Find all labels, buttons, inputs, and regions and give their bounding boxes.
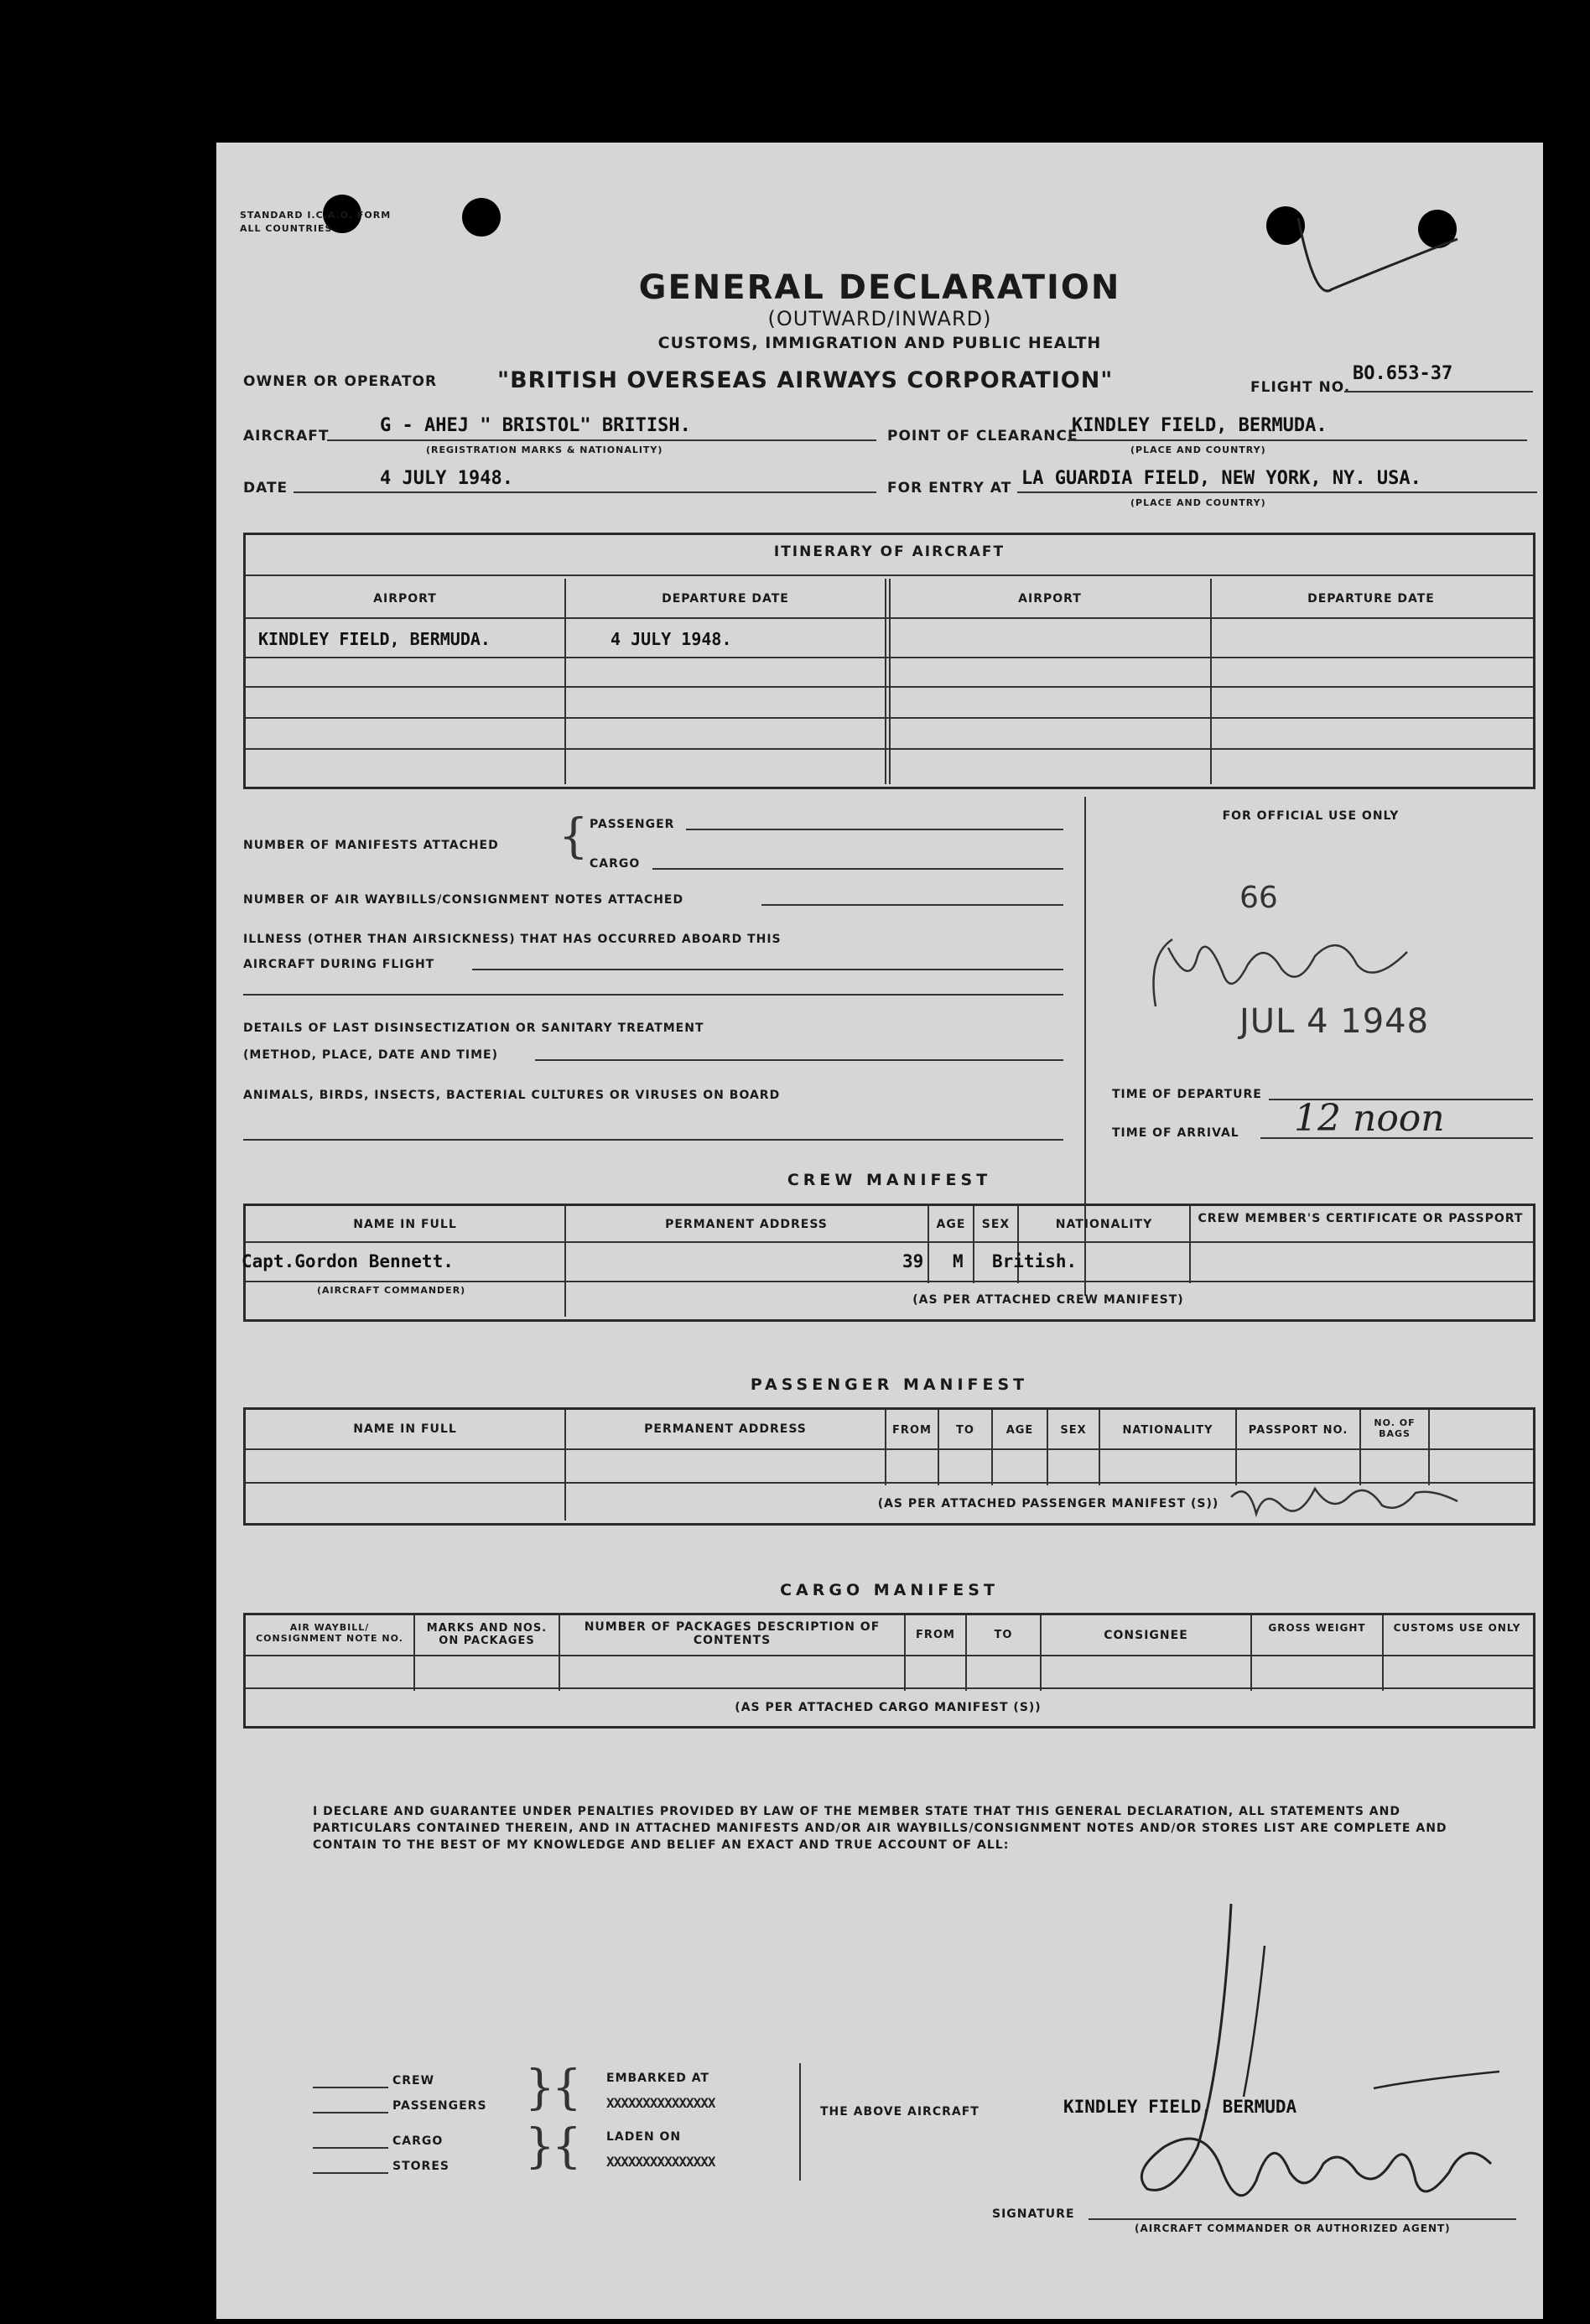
declaration-cargo-label: CARGO	[392, 2134, 444, 2148]
aircraft-caption: (REGISTRATION MARKS & NATIONALITY)	[426, 445, 663, 455]
passenger-header-nationality: NATIONALITY	[1122, 1424, 1213, 1437]
declaration-passengers-label: PASSENGERS	[392, 2099, 487, 2113]
itinerary-header-airport-2: AIRPORT	[1018, 592, 1082, 606]
cargo-header-consignee: CONSIGNEE	[1104, 1629, 1188, 1642]
crew-header-age: AGE	[936, 1218, 966, 1231]
brace-icon: }	[525, 2061, 555, 2115]
official-stamp-date: JUL 4 1948	[1239, 1002, 1430, 1041]
passenger-footer: (AS PER ATTACHED PASSENGER MANIFEST (S))	[877, 1497, 1219, 1510]
passenger-header-age: AGE	[1005, 1424, 1034, 1437]
passenger-header-from: FROM	[892, 1424, 932, 1437]
owner-value: "BRITISH OVERSEAS AIRWAYS CORPORATION"	[497, 367, 1114, 393]
passenger-manifest-title: PASSENGER MANIFEST	[750, 1375, 1029, 1394]
cargo-header-marks: MARKS AND NOS. ON PACKAGES	[426, 1622, 548, 1647]
cargo-header-customs: CUSTOMS USE ONLY	[1393, 1622, 1521, 1634]
crew-age: 39	[902, 1251, 924, 1271]
flight-number: BO.653-37	[1353, 363, 1453, 384]
manifests-number-label: NUMBER OF MANIFESTS ATTACHED	[243, 839, 499, 852]
brace-icon: {	[552, 2119, 582, 2174]
above-aircraft-label: THE ABOVE AIRCRAFT	[820, 2105, 979, 2119]
punch-hole	[462, 198, 501, 237]
itinerary-header-departure: DEPARTURE DATE	[662, 592, 789, 606]
crew-name: Capt.Gordon Bennett.	[242, 1251, 454, 1271]
crew-header-address: PERMANENT ADDRESS	[665, 1218, 828, 1231]
aircraft-label: AIRCRAFT	[243, 428, 330, 445]
crew-header-certificate: CREW MEMBER'S CERTIFICATE OR PASSPORT	[1198, 1212, 1524, 1225]
entry-label: FOR ENTRY AT	[887, 480, 1012, 497]
passenger-header-sex: SEX	[1060, 1424, 1087, 1437]
declaration-place: KINDLEY FIELD, BERMUDA	[1063, 2097, 1297, 2117]
cargo-header-packages: NUMBER OF PACKAGES DESCRIPTION OF CONTENTS	[584, 1620, 881, 1647]
owner-label: OWNER OR OPERATOR	[243, 373, 438, 390]
brace-icon: {	[552, 2061, 582, 2115]
cargo-header-weight: GROSS WEIGHT	[1268, 1622, 1366, 1634]
declaration-form	[216, 143, 1543, 2319]
brace-icon: {	[559, 809, 589, 864]
illness-label-1: ILLNESS (OTHER THAN AIRSICKNESS) THAT HAS OCCURRED ABOARD THIS	[243, 933, 782, 946]
passenger-handwriting	[1223, 1464, 1474, 1531]
itinerary-header-airport: AIRPORT	[373, 592, 437, 606]
signature-caption: (AIRCRAFT COMMANDER OR AUTHORIZED AGENT)	[1135, 2223, 1451, 2234]
passenger-header-passport: PASSPORT NO.	[1248, 1424, 1348, 1437]
crew-nationality: British.	[992, 1251, 1078, 1271]
animals-label: ANIMALS, BIRDS, INSECTS, BACTERIAL CULTURES OR VIRUSES ON BOARD	[243, 1089, 781, 1102]
cargo-manifest-title: CARGO MANIFEST	[780, 1581, 999, 1599]
embarked-struck-value: XXXXXXXXXXXXXXX	[606, 2095, 715, 2111]
entry-caption: (PLACE AND COUNTRY)	[1130, 497, 1266, 508]
passenger-header-bags: NO. OF BAGS	[1374, 1417, 1416, 1439]
laden-label: LADEN ON	[606, 2130, 682, 2144]
laden-struck-value: XXXXXXXXXXXXXXX	[606, 2154, 715, 2170]
commander-signature	[1097, 1895, 1533, 2264]
crew-sex: M	[953, 1251, 964, 1271]
waybills-label: NUMBER OF AIR WAYBILLS/CONSIGNMENT NOTES ATTACHED	[243, 893, 684, 907]
itinerary-title: ITINERARY OF AIRCRAFT	[773, 543, 1005, 560]
page-subtitle-2: CUSTOMS, IMMIGRATION AND PUBLIC HEALTH	[657, 334, 1102, 352]
passenger-header-to: TO	[956, 1424, 974, 1437]
commander-caption: (AIRCRAFT COMMANDER)	[317, 1285, 466, 1296]
flight-label: FLIGHT NO.	[1250, 379, 1351, 396]
date-label: DATE	[243, 480, 288, 497]
crew-footer: (AS PER ATTACHED CREW MANIFEST)	[912, 1293, 1184, 1307]
illness-label-2: AIRCRAFT DURING FLIGHT	[243, 958, 435, 971]
cargo-header-from: FROM	[916, 1629, 955, 1641]
disinsect-label-2: (METHOD, PLACE, DATE AND TIME)	[243, 1048, 498, 1062]
passenger-header-name: NAME IN FULL	[353, 1422, 457, 1436]
declaration-crew-label: CREW	[392, 2074, 435, 2087]
crew-header-name: NAME IN FULL	[353, 1218, 457, 1231]
crew-manifest-title: CREW MANIFEST	[787, 1171, 992, 1189]
embarked-label: EMBARKED AT	[606, 2072, 709, 2085]
brace-icon: }	[525, 2119, 555, 2174]
crew-header-nationality: NATIONALITY	[1055, 1218, 1153, 1231]
clearance-value: KINDLEY FIELD, BERMUDA.	[1072, 415, 1328, 436]
official-use-title: FOR OFFICIAL USE ONLY	[1222, 809, 1400, 823]
itinerary-date-1: 4 JULY 1948.	[611, 629, 732, 649]
page-title: GENERAL DECLARATION	[638, 268, 1121, 307]
clearance-label: POINT OF CLEARANCE	[887, 428, 1078, 445]
page-subtitle: (OUTWARD/INWARD)	[767, 307, 992, 330]
manifest-passenger-label: PASSENGER	[590, 818, 675, 831]
cargo-header-waybill: AIR WAYBILL/ CONSIGNMENT NOTE NO.	[256, 1622, 403, 1644]
declaration-text: I DECLARE AND GUARANTEE UNDER PENALTIES PROVIDED BY LAW OF THE MEMBER STATE THAT THIS GENERAL DECLARATION, ALL STATEMENTS AND PARTICULARS CONTAINED THEREIN, AND IN ATTACHED MANIFESTS AND/OR AIR WAYBILLS/CONSIGNMENT NOTES AND/OR STORES LIST ARE COMPLETE AND CONTAIN TO THE BEST OF MY KNOWLEDGE AND BELIEF AN EXACT AND TRUE ACCOUNT OF ALL:	[313, 1805, 1447, 1852]
aircraft-value: G - AHEJ " BRISTOL" BRITISH.	[380, 415, 691, 436]
date-value: 4 JULY 1948.	[380, 468, 513, 489]
signature-label: SIGNATURE	[992, 2207, 1075, 2221]
crew-header-sex: SEX	[981, 1218, 1011, 1231]
cargo-footer: (AS PER ATTACHED CARGO MANIFEST (S))	[735, 1701, 1042, 1714]
itinerary-airport-1: KINDLEY FIELD, BERMUDA.	[258, 629, 491, 649]
entry-value: LA GUARDIA FIELD, NEW YORK, NY. USA.	[1021, 468, 1421, 489]
declaration-stores-label: STORES	[392, 2160, 449, 2173]
arrival-time-value: 12 noon	[1294, 1097, 1445, 1140]
passenger-header-address: PERMANENT ADDRESS	[644, 1422, 807, 1436]
standard-form-label: STANDARD I.C.A.O. FORM	[240, 210, 392, 221]
arrival-time-label: TIME OF ARRIVAL	[1112, 1126, 1239, 1140]
disinsect-label-1: DETAILS OF LAST DISINSECTIZATION OR SANITARY TREATMENT	[243, 1022, 704, 1035]
itinerary-header-departure-2: DEPARTURE DATE	[1307, 592, 1435, 606]
manifest-cargo-label: CARGO	[590, 857, 641, 871]
cargo-header-to: TO	[994, 1629, 1013, 1641]
all-countries-label: ALL COUNTRIES	[240, 223, 333, 234]
departure-time-label: TIME OF DEPARTURE	[1112, 1088, 1262, 1101]
official-number: 66	[1239, 881, 1278, 915]
clearance-caption: (PLACE AND COUNTRY)	[1130, 445, 1266, 455]
